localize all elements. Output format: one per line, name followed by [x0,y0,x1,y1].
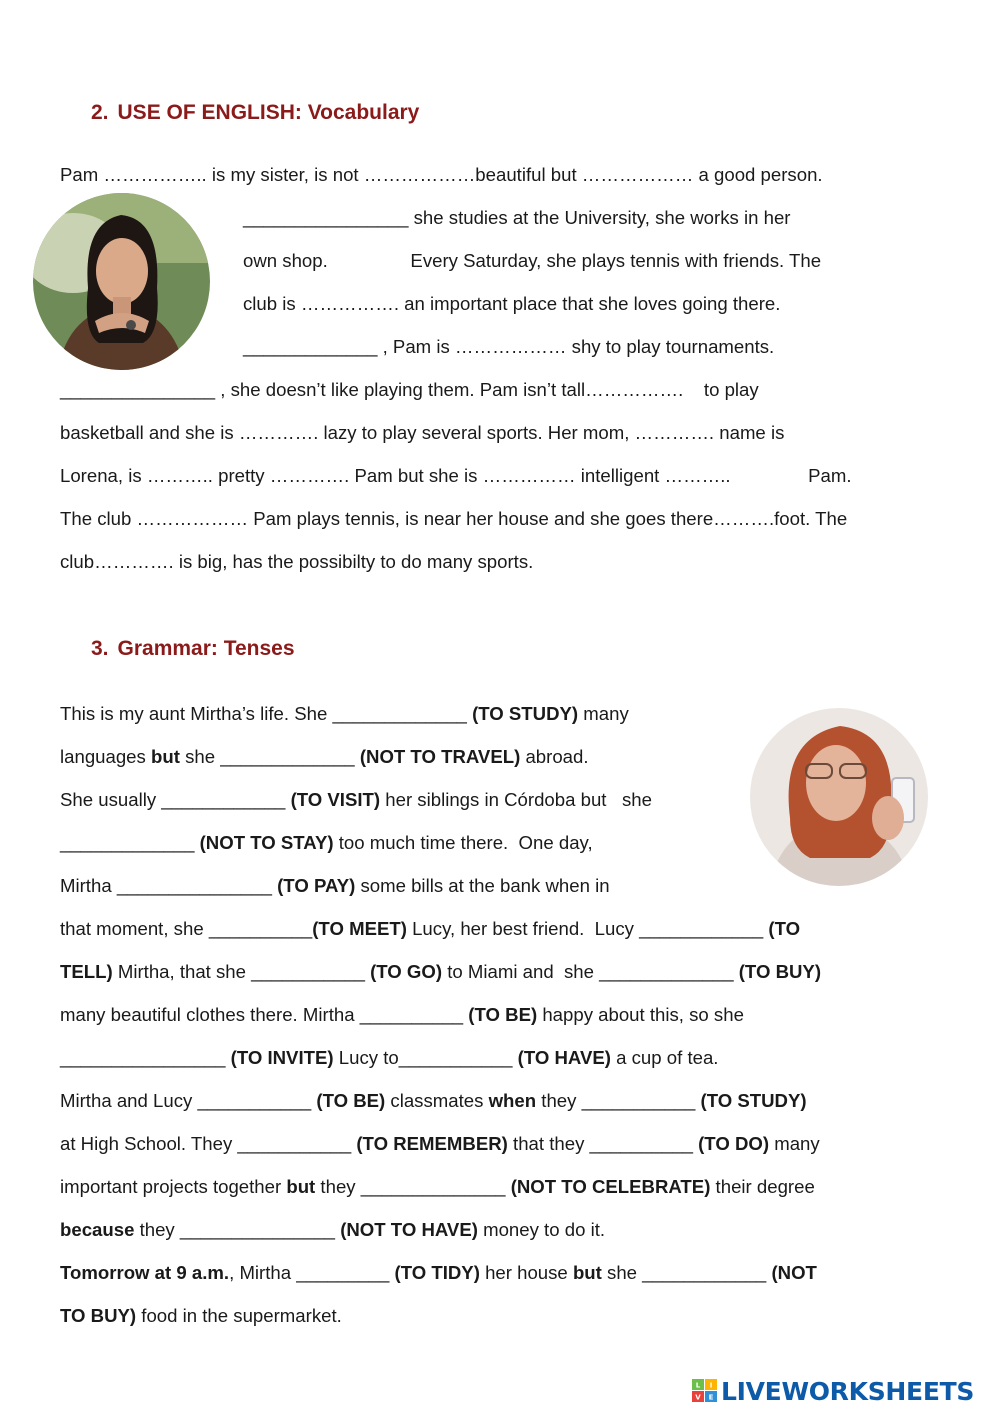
verb-prompt: but [286,1176,316,1197]
verb-prompt: (TO HAVE) [517,1047,611,1068]
text-segment: , Mirtha _________ [229,1262,395,1283]
verb-prompt: (TO VISIT) [290,789,381,810]
verb-prompt: when [488,1090,537,1111]
verb-prompt: (TO BE) [316,1090,386,1111]
text-segment: she _____________ [179,746,360,767]
verb-prompt: but [572,1262,602,1283]
s3-line-7 [60,957,821,987]
text-segment: ________________ [60,1047,231,1068]
s3-line-2 [60,742,589,772]
liveworksheets-logo-icon [692,1379,718,1403]
text-segment: Mirtha and Lucy ___________ [60,1090,317,1111]
verb-prompt: (NOT TO TRAVEL) [359,746,521,767]
section-3-number: 3. [91,637,109,660]
section-3-title: Grammar: Tenses [117,637,295,660]
verb-prompt: (TO TIDY) [394,1262,480,1283]
liveworksheets-brand-text: LIVEWORKSHEETS [721,1376,975,1406]
mirtha-photo [750,708,928,886]
verb-prompt: (NOT [771,1262,817,1283]
text-segment: to Miami and she _____________ [442,961,739,982]
verb-prompt: (TO BE) [468,1004,538,1025]
text-segment: Mirtha, that she ___________ [112,961,371,982]
text-segment: food in the supermarket. [136,1305,342,1326]
text-segment: classmates [385,1090,489,1111]
text-segment: her siblings in Córdoba but she [380,789,652,810]
section-2-heading [91,101,419,125]
verb-prompt: (TO STUDY) [700,1090,807,1111]
verb-prompt: Tomorrow at 9 a.m. [60,1262,230,1283]
s2-line-1: Pam …………….. is my sister, is not ………………beautiful but ……………… a good person. [60,164,823,185]
s2-line-4: club is ……………. an important place that she loves going there. [243,293,781,314]
text-segment: some bills at the bank when in [355,875,610,896]
s2-line-7: basketball and she is …………. lazy to play several sports. Her mom, …………. name is [60,422,785,443]
verb-prompt: but [150,746,180,767]
text-segment: money to do it. [477,1219,606,1240]
text-segment: abroad. [520,746,589,767]
s2-line-3: own shop. Every Saturday, she plays tennis with friends. The [243,250,822,271]
logo-mark-letter: I [709,1381,713,1390]
verb-prompt: TO BUY) [60,1305,137,1326]
section-3-heading [91,637,295,661]
text-segment: Mirtha _______________ [60,875,278,896]
s3-line-14 [60,1258,817,1288]
s3-line-8 [60,1000,744,1030]
verb-prompt: (TO PAY) [277,875,356,896]
s2-line-6: _______________ , she doesn’t like playing them. Pam isn’t tall……………. to play [60,379,759,400]
text-segment: too much time there. One day, [333,832,593,853]
text-segment: that moment, she __________ [60,918,313,939]
s3-line-4 [60,828,593,858]
verb-prompt: TELL) [60,961,113,982]
s2-line-5: _____________ , Pam is ……………… shy to play tournaments. [243,336,775,357]
s2-line-8: Lorena, is ……….. pretty …………. Pam but she is …………… intelligent ……….. Pam. [60,465,852,486]
verb-prompt: because [60,1219,135,1240]
text-segment: many [578,703,629,724]
text-segment: their degree [710,1176,815,1197]
logo-mark-letter: V [695,1393,701,1402]
section-2-number: 2. [91,101,109,124]
s3-line-13 [60,1215,605,1245]
text-segment: they ___________ [536,1090,701,1111]
text-segment: they ______________ [315,1176,511,1197]
s3-line-10 [60,1086,807,1116]
s3-line-11 [60,1129,820,1159]
s2-line-9: The club ……………… Pam plays tennis, is near her house and she goes there……….foot. The [60,508,848,529]
text-segment: many beautiful clothes there. Mirtha __________ [60,1004,469,1025]
verb-prompt: (TO MEET) [312,918,407,939]
verb-prompt: (TO [768,918,801,939]
s3-line-3 [60,785,652,815]
s3-line-15 [60,1301,342,1331]
text-segment: she ____________ [601,1262,772,1283]
text-segment: Lucy, her best friend. Lucy ____________ [406,918,769,939]
verb-prompt: (NOT TO HAVE) [340,1219,478,1240]
text-segment: _____________ [60,832,200,853]
s3-line-6 [60,914,800,944]
text-segment: happy about this, so she [537,1004,744,1025]
text-segment: Lucy to___________ [333,1047,518,1068]
text-segment: languages [60,746,151,767]
s2-line-10: club…………. is big, has the possibilty to do many sports. [60,551,534,572]
text-segment: at High School. They ___________ [60,1133,357,1154]
verb-prompt: (TO BUY) [738,961,822,982]
text-segment: her house [479,1262,573,1283]
text-segment: She usually ____________ [60,789,291,810]
verb-prompt: (TO DO) [698,1133,770,1154]
verb-prompt: (TO STUDY) [472,703,579,724]
logo-mark-letter: E [708,1393,714,1402]
verb-prompt: (NOT TO STAY) [199,832,334,853]
s3-line-9 [60,1043,718,1073]
text-segment: This is my aunt Mirtha’s life. She _____________ [60,703,473,724]
liveworksheets-logo[interactable] [692,1376,974,1406]
section-2-title: USE OF ENGLISH: Vocabulary [117,101,420,124]
pam-photo [33,193,210,370]
verb-prompt: (TO INVITE) [230,1047,334,1068]
s2-line-2: ________________ she studies at the University, she works in her [243,207,791,228]
s3-line-5 [60,871,610,901]
text-segment: they _______________ [134,1219,341,1240]
text-segment: that they __________ [507,1133,699,1154]
verb-prompt: (NOT TO CELEBRATE) [510,1176,711,1197]
text-segment: important projects together [60,1176,287,1197]
text-segment: a cup of tea. [610,1047,719,1068]
text-segment: many [769,1133,820,1154]
verb-prompt: (TO REMEMBER) [356,1133,508,1154]
logo-mark-letter: L [695,1381,701,1390]
s3-line-12 [60,1172,815,1202]
s3-line-1 [60,699,629,729]
verb-prompt: (TO GO) [370,961,443,982]
